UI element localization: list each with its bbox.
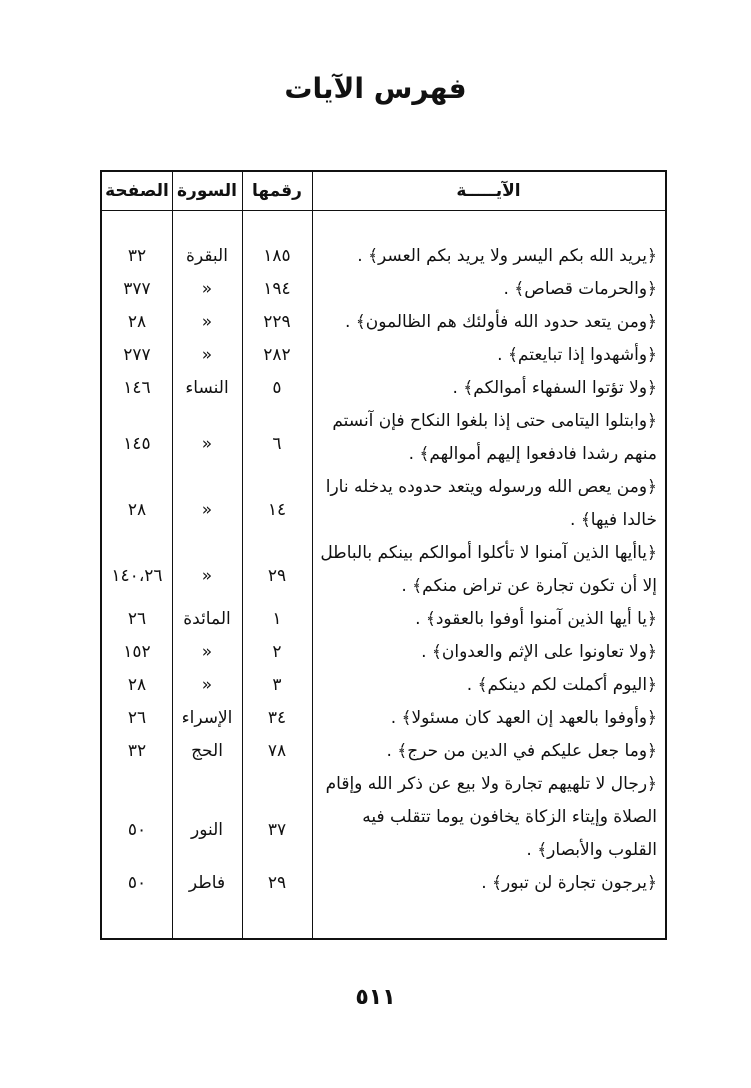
verse-line: القلوب والأبصار﴾ . — [526, 840, 657, 860]
verse-line: ﴿وابتلوا اليتامى حتى إذا بلغوا النكاح فإن آنستم — [332, 411, 657, 431]
verse-line: خالدا فيها﴾ . — [570, 510, 657, 530]
verse-line: ﴿ولا تؤتوا السفهاء أموالكم﴾ . — [452, 378, 657, 398]
verse-line: ﴿والحرمات قصاص﴾ . — [503, 279, 657, 299]
table-row — [102, 636, 665, 669]
verse-text — [317, 702, 657, 735]
verse-number-cell: ٢٩ — [267, 566, 287, 586]
surah-cell: فاطر — [188, 873, 226, 893]
verse-number-cell: ٢٢٩ — [263, 312, 291, 332]
header-number: رقمها — [252, 181, 302, 201]
verse-line: ﴿رجال لا تلهيهم تجارة ولا بيع عن ذكر الله وإقام — [325, 774, 657, 794]
verse-line: ﴿ومن يتعد حدود الله فأولئك هم الظالمون﴾ . — [345, 312, 657, 332]
verse-text — [317, 768, 657, 867]
verse-text — [317, 537, 657, 603]
surah-cell: » — [201, 345, 213, 365]
verse-text — [317, 306, 657, 339]
verse-number-cell: ٦ — [272, 434, 282, 454]
page-title: فهرس الآيات — [284, 72, 467, 105]
surah-cell: النساء — [185, 378, 229, 398]
page-cell: ٢٦ — [127, 708, 147, 728]
table-row — [102, 768, 665, 867]
surah-cell: » — [201, 434, 213, 454]
verse-number-cell: ٧٨ — [267, 741, 287, 761]
verse-text — [317, 273, 657, 306]
surah-cell: » — [201, 642, 213, 662]
verse-number-cell: ٣ — [272, 675, 282, 695]
verse-line: ﴿يرجون تجارة لن تبور﴾ . — [481, 873, 657, 893]
verse-number-cell: ٢٨٢ — [263, 345, 291, 365]
verse-text — [317, 669, 657, 702]
table-row — [102, 702, 665, 735]
page-cell: ١٥٢ — [123, 642, 151, 662]
verse-number-cell: ٢٩ — [267, 873, 287, 893]
page-cell: ١٤٦ — [123, 378, 151, 398]
verse-number-cell: ٣٧ — [267, 820, 287, 840]
table-row — [102, 735, 665, 768]
table-row — [102, 537, 665, 603]
page-cell: ٣٧٧ — [123, 279, 151, 299]
verse-line: ﴿ومن يعص الله ورسوله ويتعد حدوده يدخله نارا — [325, 477, 657, 497]
page-cell: ٣٢ — [127, 246, 147, 266]
surah-cell: الحج — [191, 741, 223, 761]
verse-line: ﴿ياأيها الذين آمنوا لا تأكلوا أموالكم بينكم بالباطل — [320, 543, 657, 563]
verse-line: ﴿ولا تعاونوا على الإثم والعدوان﴾ . — [421, 642, 657, 662]
page-cell: ٢٨ — [127, 312, 147, 332]
verse-text — [317, 372, 657, 405]
page-cell: ٥٠ — [127, 873, 147, 893]
page-cell: ٥٠ — [127, 820, 147, 840]
verse-line: ﴿وأشهدوا إذا تبايعتم﴾ . — [497, 345, 657, 365]
page-number: ٥١١ — [355, 985, 396, 1010]
surah-cell: البقرة — [186, 246, 228, 266]
table-row — [102, 240, 665, 273]
page-cell: ٢٨ — [127, 675, 147, 695]
surah-cell: الإسراء — [181, 708, 233, 728]
verse-text — [317, 339, 657, 372]
page-cell: ١٤٥ — [123, 434, 151, 454]
surah-cell: النور — [190, 820, 224, 840]
verse-line: ﴿يريد الله بكم اليسر ولا يريد بكم العسر﴾ . — [357, 246, 657, 266]
table-row — [102, 603, 665, 636]
verse-line: ﴿اليوم أكملت لكم دينكم﴾ . — [466, 675, 657, 695]
verse-line: ﴿وأوفوا بالعهد إن العهد كان مسئولا﴾ . — [390, 708, 657, 728]
table-row — [102, 372, 665, 405]
verse-line: الصلاة وإيتاء الزكاة يخافون يوما تتقلب فيه — [362, 807, 657, 827]
table-row — [102, 339, 665, 372]
verse-line: ﴿وما جعل عليكم في الدين من حرج﴾ . — [386, 741, 657, 761]
table-row — [102, 306, 665, 339]
verse-text — [317, 735, 657, 768]
verse-number-cell: ٥ — [272, 378, 282, 398]
page-cell: ١٤٠،٢٦ — [111, 566, 163, 586]
verses-index-table — [100, 170, 667, 940]
table-row — [102, 669, 665, 702]
surah-cell: » — [201, 500, 213, 520]
table-row — [102, 405, 665, 471]
verse-line: ﴿يا أيها الذين آمنوا أوفوا بالعقود﴾ . — [415, 609, 657, 629]
verse-number-cell: ١٤ — [267, 500, 287, 520]
verse-number-cell: ٢ — [272, 642, 282, 662]
page-cell: ٢٦ — [127, 609, 147, 629]
header-verse: الآيـــــة — [456, 181, 521, 201]
verse-number-cell: ١٨٥ — [263, 246, 291, 266]
table-body — [102, 210, 665, 938]
verse-text — [317, 405, 657, 471]
header-page: الصفحة — [105, 181, 169, 201]
table-row — [102, 867, 665, 900]
verse-text — [317, 471, 657, 537]
verse-text — [317, 867, 657, 900]
verse-text — [317, 603, 657, 636]
table-row — [102, 471, 665, 537]
surah-cell: » — [201, 566, 213, 586]
surah-cell: » — [201, 675, 213, 695]
surah-cell: المائدة — [183, 609, 231, 629]
page-cell: ٣٢ — [127, 741, 147, 761]
verse-text — [317, 240, 657, 273]
page-cell: ٢٨ — [127, 500, 147, 520]
verse-line: إلا أن تكون تجارة عن تراض منكم﴾ . — [401, 576, 657, 596]
surah-cell: » — [201, 279, 213, 299]
verse-number-cell: ١ — [272, 609, 282, 629]
verse-line: منهم رشدا فادفعوا إليهم أموالهم﴾ . — [408, 444, 657, 464]
verse-number-cell: ١٩٤ — [263, 279, 291, 299]
table-row — [102, 273, 665, 306]
header-surah: السورة — [177, 181, 237, 201]
surah-cell: » — [201, 312, 213, 332]
verse-number-cell: ٣٤ — [267, 708, 287, 728]
verse-text — [317, 636, 657, 669]
page-cell: ٢٧٧ — [123, 345, 151, 365]
